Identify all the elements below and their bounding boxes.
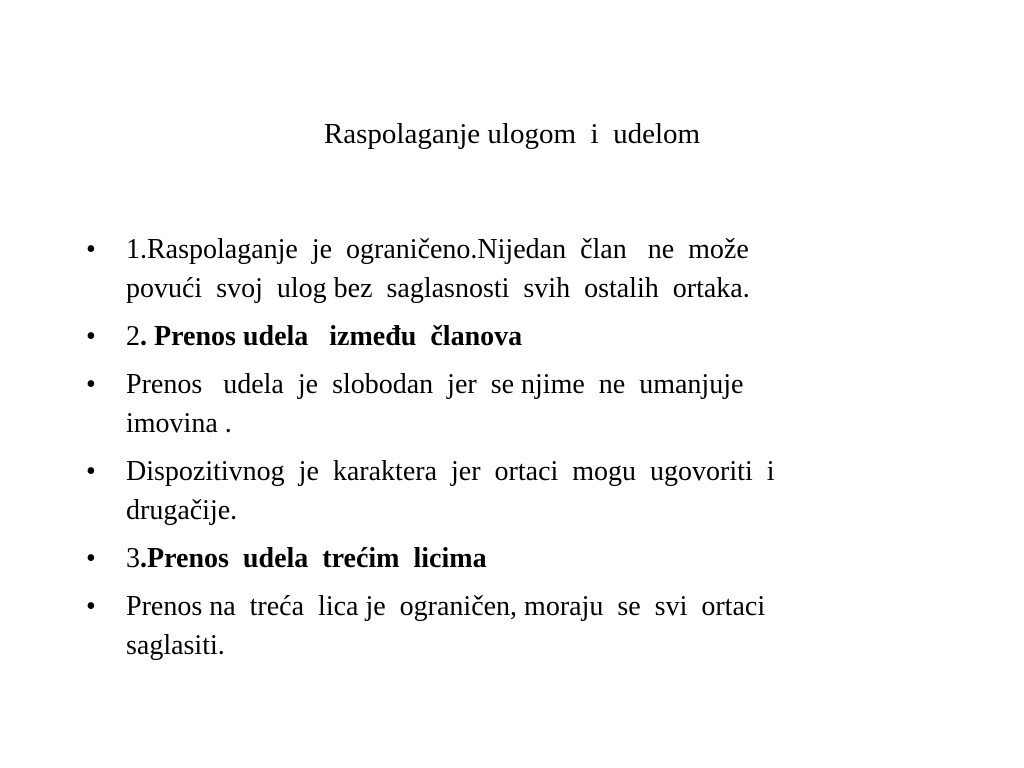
bullet-line: Prenos na treća lica je ograničen, moraju se svi ortaci	[126, 591, 766, 622]
bullet-line: imovina .	[126, 408, 232, 439]
bullet-item-6	[84, 587, 924, 665]
bullet-list	[84, 230, 924, 674]
bullet-icon: •	[86, 321, 96, 352]
bullet-number: 3	[126, 543, 140, 574]
bullet-heading	[126, 539, 924, 578]
bullet-line: saglasiti.	[126, 630, 225, 661]
bullet-line: drugačije.	[126, 495, 238, 526]
bullet-item-4	[84, 452, 924, 530]
bullet-line: 1.Raspolaganje je ograničeno.Nijedan član ne može	[126, 234, 749, 265]
bullet-icon: •	[86, 591, 96, 622]
bullet-icon: •	[86, 456, 96, 487]
bullet-line: Dispozitivnog je karaktera jer ortaci mogu ugovoriti i	[126, 456, 775, 487]
bullet-item-1	[84, 230, 924, 308]
bullet-heading-text: . Prenos udela između članova	[140, 321, 523, 352]
bullet-icon: •	[86, 369, 96, 400]
bullet-icon: •	[86, 234, 96, 265]
bullet-number: 2	[126, 321, 140, 352]
bullet-line: povući svoj ulog bez saglasnosti svih ostalih ortaka.	[126, 273, 750, 304]
bullet-heading-text: .Prenos udela trećim licima	[140, 543, 487, 574]
bullet-item-3	[84, 365, 924, 443]
slide-title: Raspolaganje ulogom i udelom	[323, 118, 701, 150]
bullet-icon: •	[86, 543, 96, 574]
bullet-item-2	[84, 317, 924, 356]
bullet-heading	[126, 317, 924, 356]
bullet-line: Prenos udela je slobodan jer se njime ne umanjuje	[126, 369, 744, 400]
bullet-item-5	[84, 539, 924, 578]
